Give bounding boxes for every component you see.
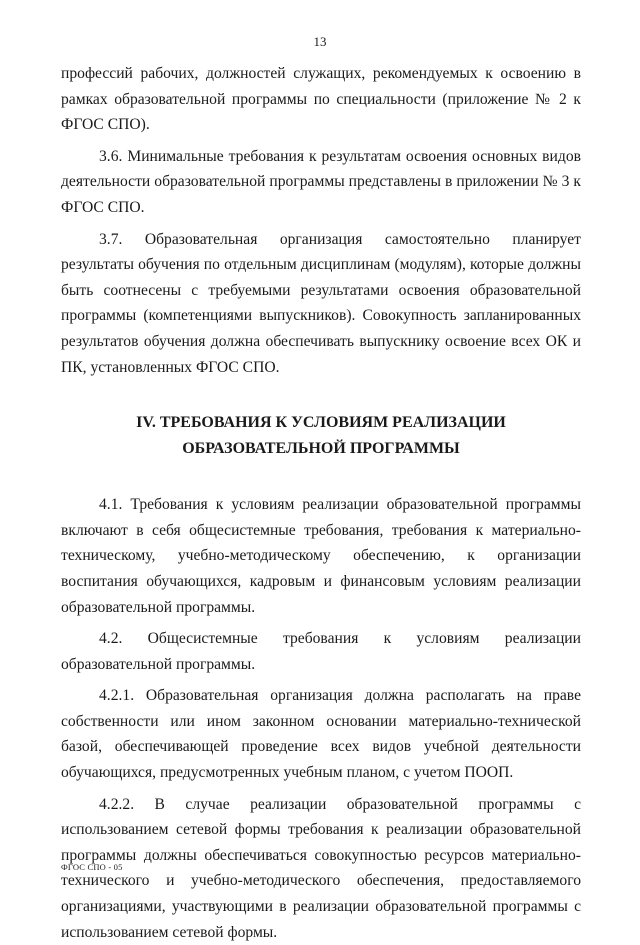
paragraph-4-1: 4.1. Требования к условиям реализации образовательной программы включают в себя общесистемные требования, требования к материально-техническому, учебно-методическому обеспечению, к организации воспитания обучающихся, кадровым и финансовым условиям реализации образовательной программы. xyxy=(61,496,581,616)
paragraph-4-2-1: 4.2.1. Образовательная организация должна располагать на праве собственности или ином законном основании материально-технической базой, обеспечивающей проведение всех видов учебной деятельности обучающихся, предусмотренных учебным планом, с учетом ПООП. xyxy=(61,687,581,782)
paragraph-3-7: 3.7. Образовательная организация самостоятельно планирует результаты обучения по отдельным дисциплинам (модулям), которые должны быть соотнесены с требуемыми результатами освоения образовательной программы (компетенциями выпускников). Совокупность запланированных результатов обучения должна обеспечивать выпускнику освоение всех ОК и ПК, установленных ФГОС СПО. xyxy=(61,230,581,376)
page-number: 13 xyxy=(313,34,327,49)
paragraph-4-2: 4.2. Общесистемные требования к условиям реализации образовательной программы. xyxy=(61,630,581,673)
paragraph-4-2-2: 4.2.2. В случае реализации образовательной программы с использованием сетевой формы требования к реализации образовательной программы должны обеспечиваться совокупностью ресурсов материально-технического и учебно-методического обеспечения, предоставляемого организациями, участвующими в реализации образовательной программы с использованием сетевой формы. xyxy=(61,795,581,941)
section-heading-iv: IV. ТРЕБОВАНИЯ К УСЛОВИЯМ РЕАЛИЗАЦИИ ОБРАЗОВАТЕЛЬНОЙ ПРОГРАММЫ xyxy=(136,414,506,458)
page-footer: ФГОС СПО - 05 xyxy=(61,862,123,872)
paragraph-3-6: 3.6. Минимальные требования к результатам освоения основных видов деятельности образовательной программы представлены в приложении № 3 к ФГОС СПО. xyxy=(61,147,581,216)
document-body xyxy=(61,61,581,945)
paragraph-continuation: профессий рабочих, должностей служащих, рекомендуемых к освоению в рамках образовательной программы по специальности (приложение № 2 к ФГОС СПО). xyxy=(61,65,581,134)
